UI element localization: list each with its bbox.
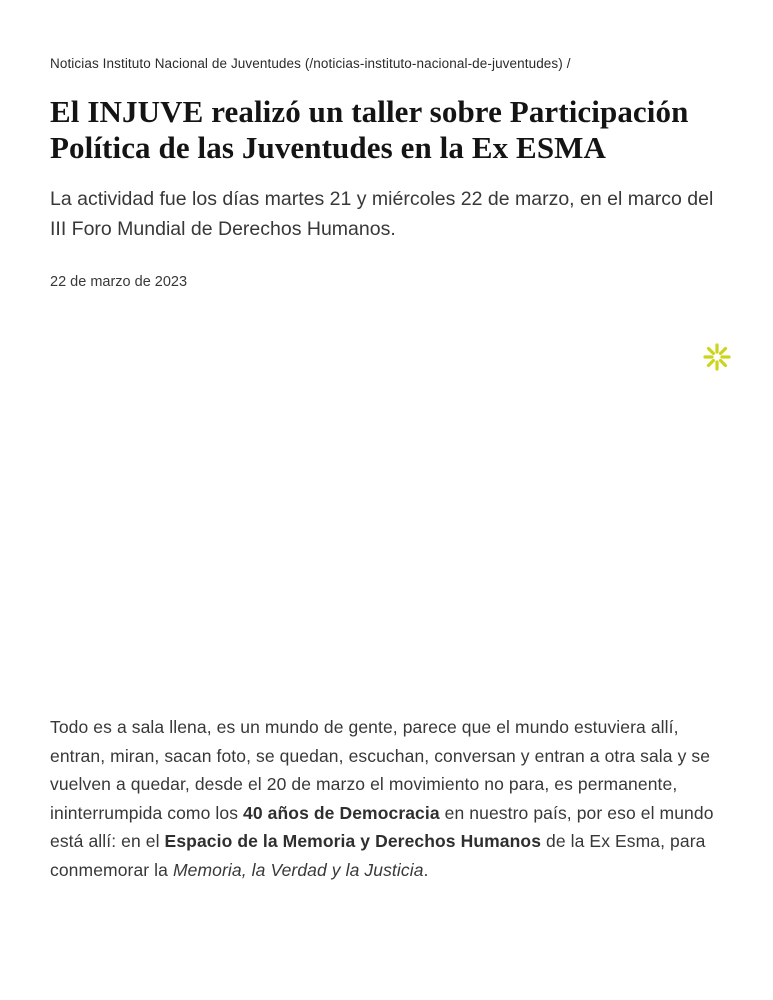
paragraph-text: de la Ex Esma, para conmemorar la [50, 831, 706, 880]
loading-spinner-icon [703, 343, 731, 371]
paragraph-bold-democracia: 40 años de Democracia [243, 802, 440, 823]
article-page [50, 0, 723, 884]
article-date: 22 de marzo de 2023 [50, 274, 188, 291]
breadcrumb-separator: / [566, 56, 571, 71]
page-title: El INJUVE realizó un taller sobre Participación Política de las Juventudes en la Ex ESMA [50, 93, 689, 166]
breadcrumb [50, 55, 723, 73]
paragraph-text: . [423, 859, 429, 880]
paragraph-text: Todo es a sala llena, es un mundo de gente, parece que el mundo estuviera allí, entran, miran, sacan foto, se quedan, escuchan, conversan y entran a otra sala y se vuelven a quedar, desde el 20 de marzo el movimiento no para, es permanente, ininterrumpida como los [50, 717, 711, 823]
article-subtitle: La actividad fue los días martes 21 y miércoles 22 de marzo, en el marco del III Foro Mundial de Derechos Humanos. [50, 187, 714, 240]
paragraph-italic-memoria-verdad-justicia: Memoria, la Verdad y la Justicia [172, 859, 424, 880]
breadcrumb-link[interactable]: Noticias Instituto Nacional de Juventudes (/noticias-instituto-nacional-de-juventudes) [50, 56, 563, 71]
paragraph-bold-espacio-memoria: Espacio de la Memoria y Derechos Humanos [164, 831, 542, 852]
article-paragraph [50, 713, 723, 884]
paragraph-text: en nuestro país, por eso el mundo está allí: en el [50, 802, 714, 852]
image-placeholder [50, 310, 723, 705]
